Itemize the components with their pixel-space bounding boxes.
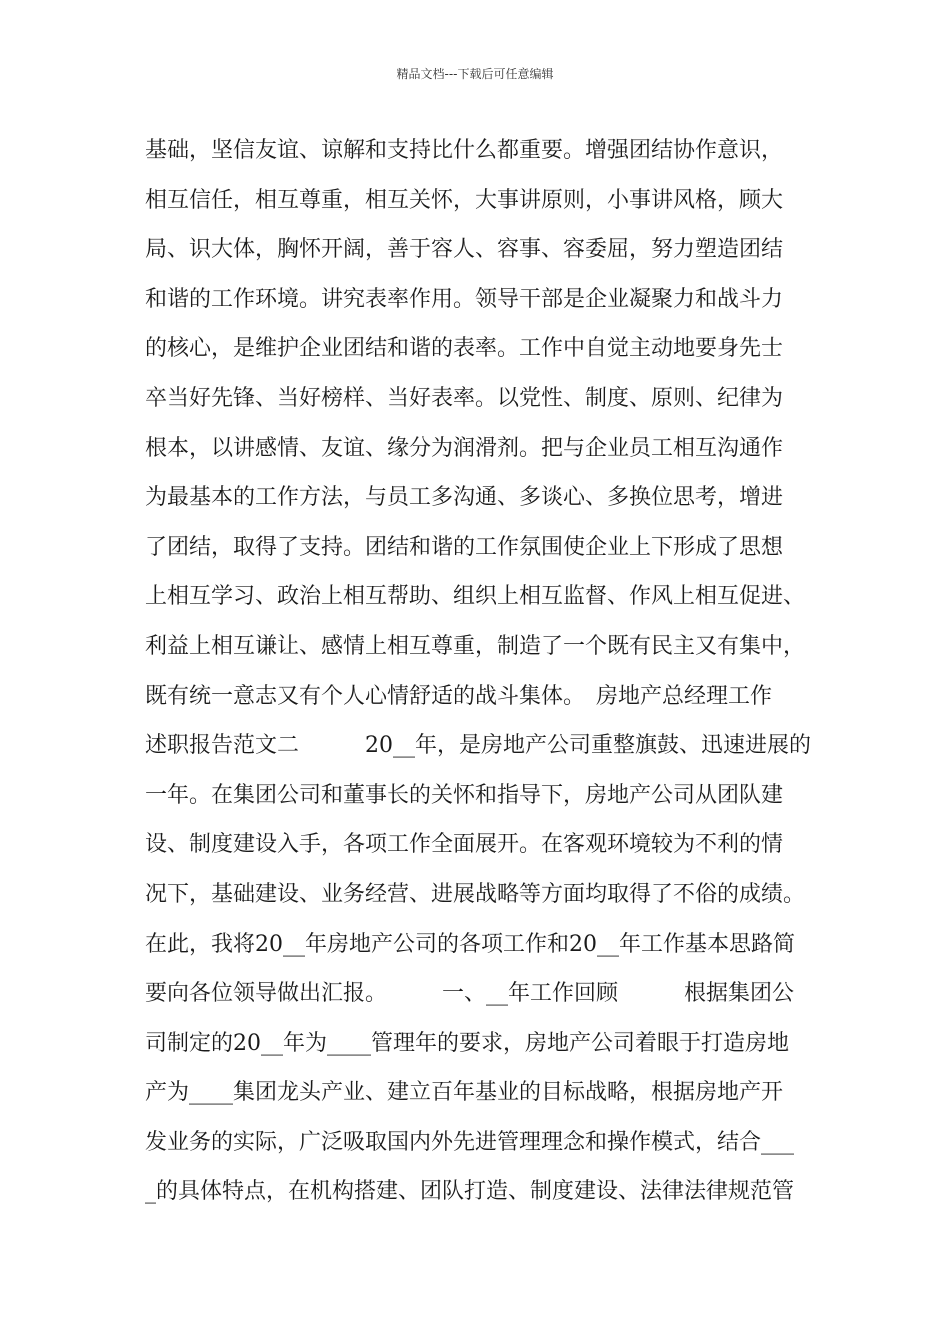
body-line: 和谐的工作环境。讲究表率作用。领导干部是企业凝聚力和战斗力	[145, 286, 784, 312]
body-line: 上相互学习、政治上相互帮助、组织上相互监督、作风上相互促进、	[145, 584, 806, 610]
body-line: 产为____集团龙头产业、建立百年基业的目标战略，根据房地产开	[145, 1080, 784, 1106]
body-line: 局、识大体，胸怀开阔，善于容人、容事、容委屈，努力塑造团结	[145, 237, 784, 263]
body-line: 在此，我将20__年房地产公司的各项工作和20__年工作基本思路简	[145, 931, 795, 957]
page-header: 精品文档---下载后可任意编辑	[396, 67, 554, 81]
body-line: 利益上相互谦让、感情上相互尊重，制造了一个既有民主又有集中，	[145, 633, 806, 659]
body-line: 卒当好先锋、当好榜样、当好表率。以党性、制度、原则、纪律为	[145, 385, 784, 411]
body-line: 了团结，取得了支持。团结和谐的工作氛围使企业上下形成了思想	[145, 534, 784, 560]
body-line: 要向各位领导做出汇报。 一、__年工作回顾 根据集团公	[145, 981, 795, 1007]
body-line: 基础，坚信友谊、谅解和支持比什么都重要。增强团结协作意识，	[145, 138, 784, 163]
body-line: 设、制度建设入手，各项工作全面展开。在客观环境较为不利的情	[145, 832, 784, 858]
body-line: _的具体特点，在机构搭建、团队打造、制度建设、法律法律规范管	[145, 1179, 795, 1205]
body-line: 根本，以讲感情、友谊、缘分为润滑剂。把与企业员工相互沟通作	[145, 435, 784, 461]
body-line: 为最基本的工作方法，与员工多沟通、多谈心、多换位思考，增进	[145, 485, 784, 511]
body-line: 述职报告范文二 20__年，是房地产公司重整旗鼓、迅速进展的	[145, 733, 811, 759]
body-line: 司制定的20__年为____管理年的要求，房地产公司着眼于打造房地	[145, 1030, 789, 1056]
body-line: 况下，基础建设、业务经营、进展战略等方面均取得了不俗的成绩。	[145, 881, 806, 907]
body-line: 相互信任，相互尊重，相互关怀，大事讲原则，小事讲风格，顾大	[145, 187, 784, 213]
body-line: 既有统一意志又有个人心情舒适的战斗集体。 房地产总经理工作	[145, 683, 773, 709]
body-line: 发业务的实际，广泛吸取国内外先进管理理念和操作模式，结合___	[145, 1129, 795, 1155]
document-body	[145, 126, 825, 1217]
body-line: 的核心，是维护企业团结和谐的表率。工作中自觉主动地要身先士	[145, 336, 784, 362]
body-line: 一年。在集团公司和董事长的关怀和指导下，房地产公司从团队建	[145, 782, 784, 808]
